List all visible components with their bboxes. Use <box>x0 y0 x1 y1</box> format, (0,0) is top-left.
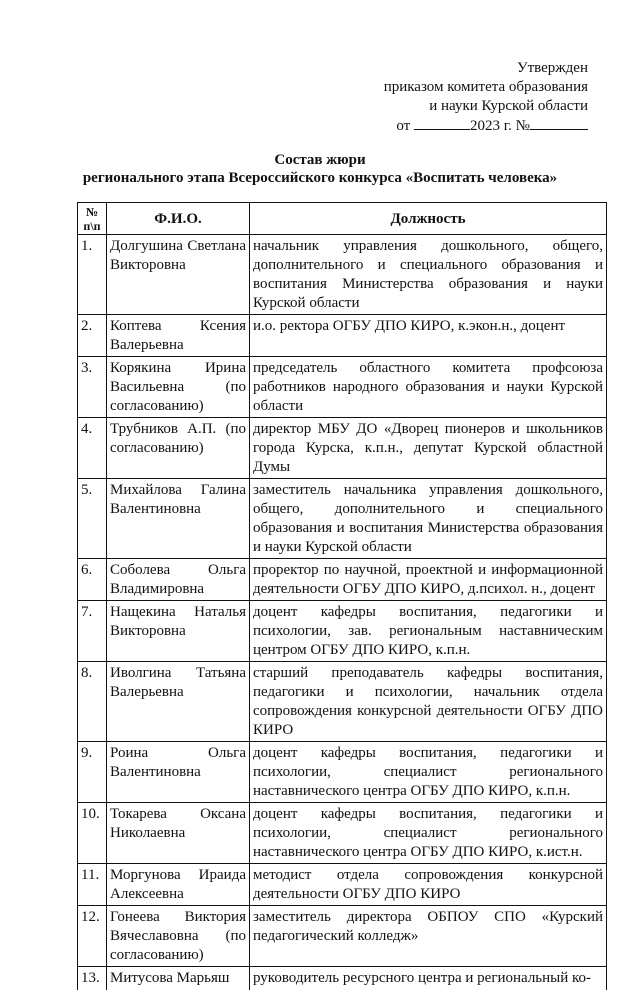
row-position: заместитель директора ОБПОУ СПО «Курский педагогический колледж» <box>250 906 607 967</box>
approval-date-prefix: от <box>396 118 410 134</box>
table-header-row <box>78 203 607 235</box>
row-num: 7. <box>78 601 107 662</box>
header-position: Должность <box>250 203 607 235</box>
row-fio: Роина Ольга Валентиновна <box>107 742 250 803</box>
row-position: доцент кафедры воспитания, педагогики и психологии, специалист регионального наставнического центра ОГБУ ДПО КИРО, к.ист.н. <box>250 803 607 864</box>
approval-line-3: и науки Курской области <box>384 97 588 116</box>
row-position: методист отдела сопровождения конкурсной деятельности ОГБУ ДПО КИРО <box>250 864 607 906</box>
row-num: 9. <box>78 742 107 803</box>
row-num: 8. <box>78 662 107 742</box>
jury-table <box>77 202 607 990</box>
row-position: доцент кафедры воспитания, педагогики и психологии, специалист регионального наставнического центра ОГБУ ДПО КИРО, к.п.н. <box>250 742 607 803</box>
title-line-2: регионального этапа Всероссийского конкурса «Воспитать человека» <box>0 169 640 187</box>
approval-line-1: Утвержден <box>384 59 588 78</box>
table-row <box>78 418 607 479</box>
row-position: председатель областного комитета профсоюза работников народного образования и науки Курской области <box>250 357 607 418</box>
row-position: начальник управления дошкольного, общего, дополнительного и специального образования и воспитания Министерства образования и науки Курской области <box>250 235 607 315</box>
row-fio: Михайлова Галина Валентиновна <box>107 479 250 559</box>
row-fio: Иволгина Татьяна Валерьевна <box>107 662 250 742</box>
table-row <box>78 235 607 315</box>
table-row <box>78 967 607 990</box>
approval-date-year: 2023 г. № <box>470 118 530 134</box>
row-fio: Соболева Ольга Владимировна <box>107 559 250 601</box>
row-num: 10. <box>78 803 107 864</box>
row-position: руководитель ресурсного центра и региональный ко- <box>250 967 607 990</box>
row-fio: Трубников А.П. (по согласованию) <box>107 418 250 479</box>
table-row <box>78 315 607 357</box>
table-row <box>78 357 607 418</box>
row-num: 5. <box>78 479 107 559</box>
row-num: 4. <box>78 418 107 479</box>
row-position: проректор по научной, проектной и информационной деятельности ОГБУ ДПО КИРО, д.психол. н., доцент <box>250 559 607 601</box>
row-fio: Гонеева Виктория Вячеславовна (по согласованию) <box>107 906 250 967</box>
header-num <box>78 203 107 235</box>
header-num-line-2: п\п <box>81 219 103 233</box>
row-fio: Моргунова Ираида Алексеевна <box>107 864 250 906</box>
row-fio: Долгушина Светлана Викторовна <box>107 235 250 315</box>
row-num: 6. <box>78 559 107 601</box>
table-row <box>78 559 607 601</box>
table-row <box>78 803 607 864</box>
row-num: 2. <box>78 315 107 357</box>
title-line-1: Состав жюри <box>0 151 640 169</box>
table-row <box>78 864 607 906</box>
table-row <box>78 742 607 803</box>
row-num: 12. <box>78 906 107 967</box>
table-row <box>78 906 607 967</box>
table-row <box>78 601 607 662</box>
row-position: заместитель начальника управления дошкольного, общего, дополнительного и специального образования и воспитания Министерства образования и науки Курской области <box>250 479 607 559</box>
row-fio: Токарева Оксана Николаевна <box>107 803 250 864</box>
table-row <box>78 662 607 742</box>
row-num: 11. <box>78 864 107 906</box>
row-fio: Нащекина Наталья Викторовна <box>107 601 250 662</box>
row-num: 1. <box>78 235 107 315</box>
row-num: 3. <box>78 357 107 418</box>
row-position: старший преподаватель кафедры воспитания, педагогики и психологии, начальник отдела сопровождения конкурсной деятельности ОГБУ ДПО КИРО <box>250 662 607 742</box>
row-position: и.о. ректора ОГБУ ДПО КИРО, к.экон.н., доцент <box>250 315 607 357</box>
row-num: 13. <box>78 967 107 990</box>
row-fio: Митусова Марьяш <box>107 967 250 990</box>
approval-line-2: приказом комитета образования <box>384 78 588 97</box>
header-fio: Ф.И.О. <box>107 203 250 235</box>
row-fio: Корякина Ирина Васильевна (по согласованию) <box>107 357 250 418</box>
row-fio: Коптева Ксения Валерьевна <box>107 315 250 357</box>
row-position: директор МБУ ДО «Дворец пионеров и школьников города Курска, к.п.н., депутат Курской областной Думы <box>250 418 607 479</box>
row-position: доцент кафедры воспитания, педагогики и психологии, зав. региональным наставническим центром ОГБУ ДПО КИРО, к.п.н. <box>250 601 607 662</box>
header-num-line-1: № <box>81 205 103 219</box>
table-row <box>78 479 607 559</box>
